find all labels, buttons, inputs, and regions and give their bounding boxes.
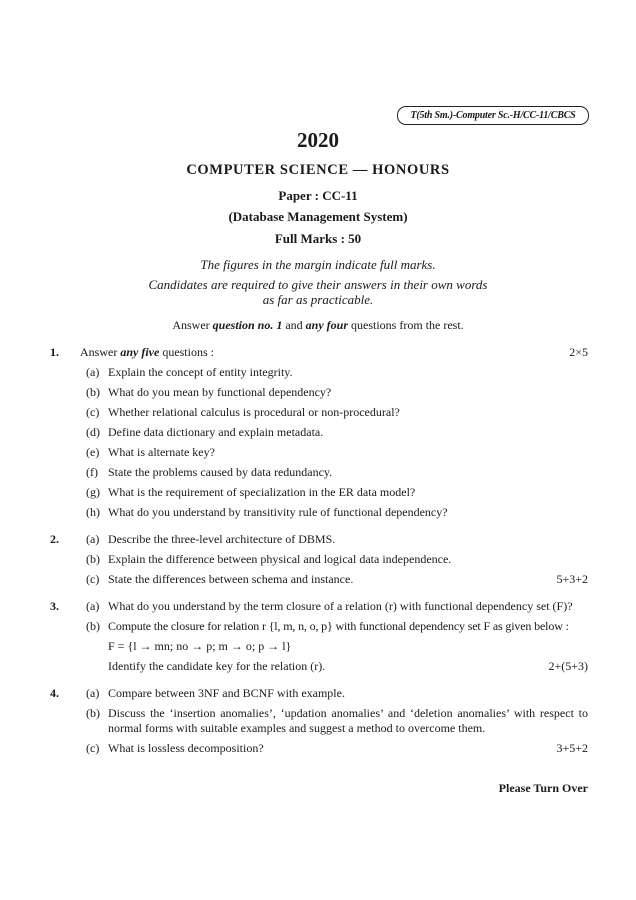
- q2-part-text: Describe the three-level architecture of DBMS.: [108, 532, 336, 546]
- q2-part-label: (c): [86, 572, 100, 586]
- q1-pre: Answer: [80, 345, 121, 359]
- q1-any: any five: [120, 345, 160, 359]
- q1-part-label: (e): [86, 445, 100, 459]
- q3-formula: F = {l → mn; no → p; m → o; p → l}: [108, 639, 292, 653]
- q3-part-label: (a): [86, 599, 100, 613]
- q1-part-text: What do you understand by transitivity rule of functional dependency?: [108, 505, 448, 519]
- q1-post: questions :: [159, 345, 214, 359]
- subject-title: COMPUTER SCIENCE — HONOURS: [186, 162, 450, 178]
- instr-mid: and: [282, 318, 306, 332]
- q1-number: 1.: [50, 345, 59, 359]
- q4-marks: 3+5+2: [556, 741, 588, 755]
- q3-identify: Identify the candidate key for the relation (r).: [108, 659, 326, 673]
- q4-part-label: (b): [86, 706, 100, 720]
- q3-marks: 2+(5+3): [548, 659, 588, 673]
- q4-part-text: Discuss the ‘insertion anomalies’, ‘updation anomalies’ and ‘deletion anomalies’ with respect to normal forms with suitable examples and suggest a method to overcome them.: [108, 706, 588, 735]
- q2-number: 2.: [50, 532, 59, 546]
- instr-any: any four: [305, 318, 349, 332]
- q4-part-text: Compare between 3NF and BCNF with example.: [108, 686, 345, 700]
- q1-stem: [80, 345, 214, 359]
- q3-part-label: (b): [86, 619, 100, 633]
- q1-part-label: (d): [86, 425, 100, 439]
- q4-part-text: What is lossless decomposition?: [108, 741, 264, 755]
- q1-marks: 2×5: [569, 345, 588, 359]
- q1-part-text: What is alternate key?: [108, 445, 215, 459]
- q1-part-label: (g): [86, 485, 100, 499]
- q1-part-text: Whether relational calculus is procedural or non-procedural?: [108, 405, 400, 419]
- answer-instructions: [0, 318, 636, 333]
- instr-q1: question no. 1: [212, 318, 283, 332]
- q1-part-text: What is the requirement of specialization in the ER data model?: [108, 485, 416, 499]
- q3-part-text: What do you understand by the term closure of a relation (r) with functional dependency set (F)?: [108, 599, 573, 613]
- q2-marks: 5+3+2: [556, 572, 588, 586]
- q2-part-text: Explain the difference between physical and logical data independence.: [108, 552, 452, 566]
- paper-number: Paper : CC-11: [278, 188, 358, 203]
- q1-part-label: (h): [86, 505, 100, 519]
- please-turn-over: Please Turn Over: [498, 781, 588, 795]
- course-title: (Database Management System): [228, 209, 408, 224]
- q1-part-label: (f): [86, 465, 98, 479]
- q1-part-text: What do you mean by functional dependency?: [108, 385, 332, 399]
- own-words-note: [0, 277, 636, 307]
- q2-part-text: State the differences between schema and instance.: [108, 572, 354, 586]
- q1-part-label: (a): [86, 365, 100, 379]
- q4-part-label: (a): [86, 686, 100, 700]
- margin-note: The figures in the margin indicate full marks.: [200, 257, 436, 272]
- q2-part-label: (b): [86, 552, 100, 566]
- exam-year: 2020: [297, 128, 339, 152]
- own-words-note-line2: as far as practicable.: [262, 292, 374, 307]
- q1-part-label: (c): [86, 405, 100, 419]
- q3-part-text: Compute the closure for relation r {l, m, n, o, p} with functional dependency set F as given below :: [108, 619, 569, 633]
- paper-code-badge: T(5th Sm.)-Computer Sc.-H/CC-11/CBCS: [397, 106, 589, 125]
- q2-part-label: (a): [86, 532, 100, 546]
- q1-part-text: State the problems caused by data redundancy.: [108, 465, 333, 479]
- q4-part-label: (c): [86, 741, 100, 755]
- q1-part-text: Explain the concept of entity integrity.: [108, 365, 293, 379]
- q3-number: 3.: [50, 599, 59, 613]
- instr-post: questions from the rest.: [348, 318, 464, 332]
- q1-part-text: Define data dictionary and explain metadata.: [108, 425, 324, 439]
- q1-part-label: (b): [86, 385, 100, 399]
- own-words-note-line1: Candidates are required to give their answers in their own words: [148, 277, 488, 292]
- q4-number: 4.: [50, 686, 59, 700]
- instr-pre: Answer: [172, 318, 213, 332]
- full-marks: Full Marks : 50: [274, 231, 362, 246]
